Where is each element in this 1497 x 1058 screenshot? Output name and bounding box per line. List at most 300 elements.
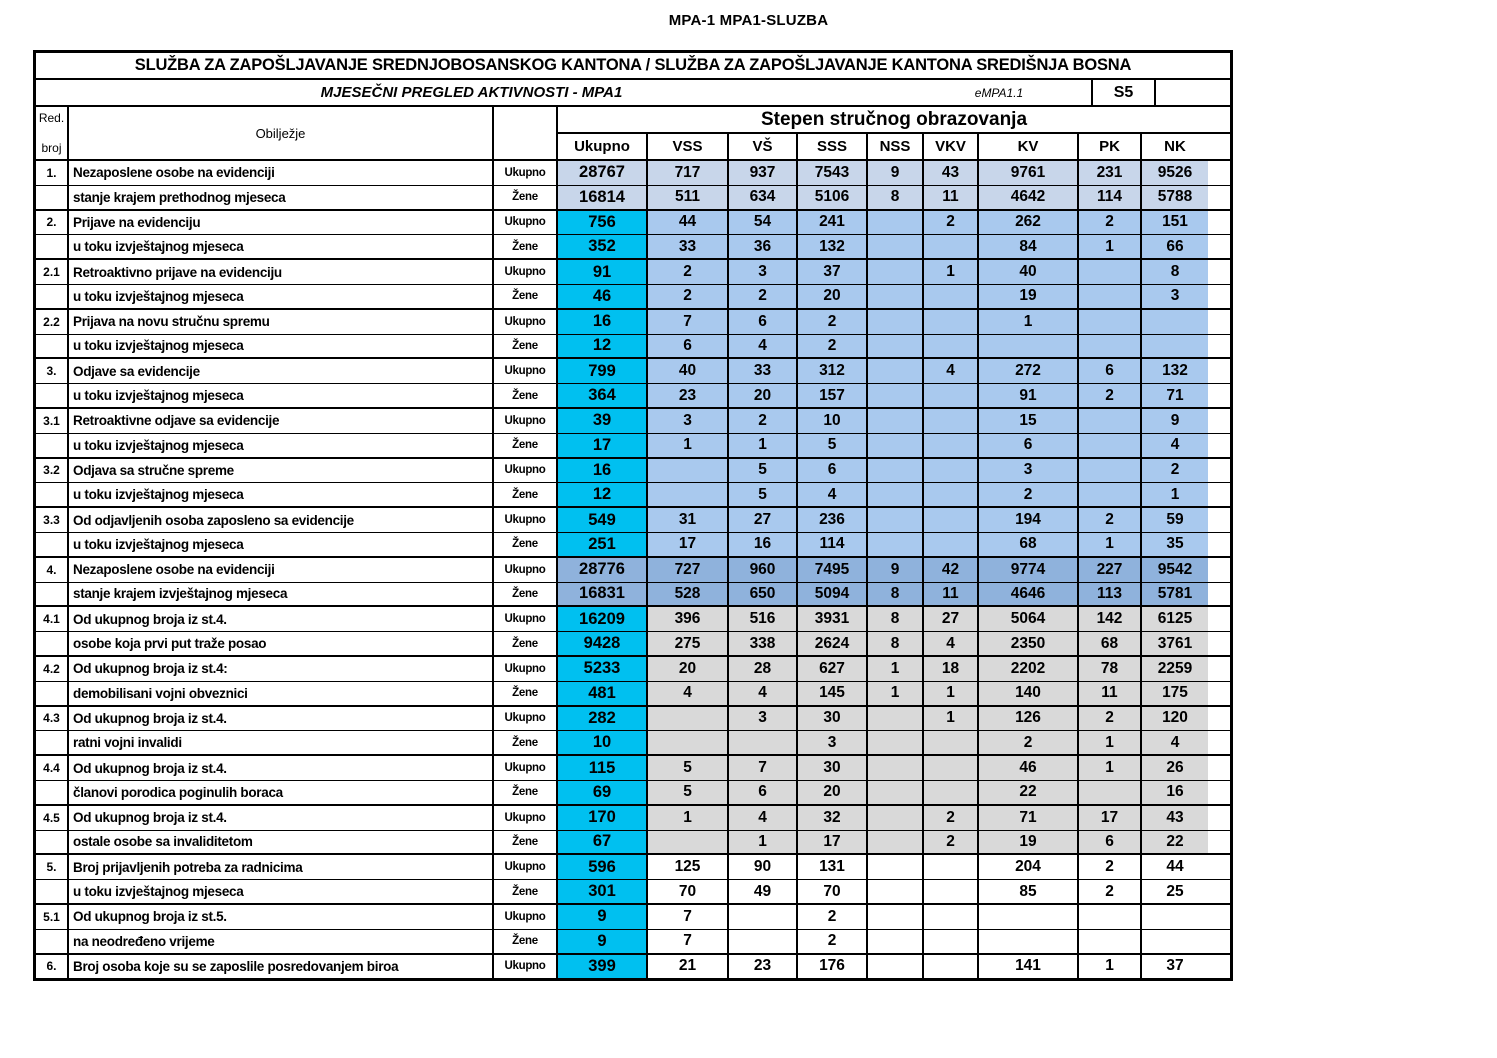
cell-3.2-zene-NSS	[868, 483, 924, 506]
cell-4.-zene-Ukupno: 16831	[558, 583, 648, 606]
feature-4.1-title: Od ukupnog broja iz st.4.	[69, 607, 494, 631]
feature-4.-title: Nezaposlene osobe na evidenciji	[69, 558, 494, 582]
cell-2.1-ukupno-NK: 8	[1142, 260, 1208, 284]
cell-1.-zene-NK: 5788	[1142, 186, 1208, 209]
cell-3.1-zene-Ukupno: 17	[558, 434, 648, 457]
feature-4.2-title: Od ukupnog broja iz st.4:	[69, 657, 494, 681]
cell-5.-ukupno-NK: 44	[1142, 855, 1208, 879]
cell-5.-ukupno-VKV	[924, 855, 979, 879]
cell-3.2-zene-SSS: 4	[798, 483, 868, 506]
row-6.-ukupno	[36, 955, 1230, 979]
cell-4.4-zene-NSS	[868, 781, 924, 804]
cell-4.5-zene-NSS	[868, 831, 924, 854]
cell-2.2-zene-NSS	[868, 335, 924, 358]
cell-4.4-zene-NK: 16	[1142, 781, 1208, 804]
cell-5.-ukupno-Ukupno: 596	[558, 855, 648, 879]
column-header-VŠ: VŠ	[729, 134, 798, 159]
rownum-3.2: 3.2	[36, 459, 69, 483]
cell-4.1-ukupno-VSS: 396	[648, 607, 729, 631]
rowtype-2.1-ukupno: Ukupno	[494, 260, 558, 284]
cell-6.-ukupno-NK: 37	[1142, 955, 1208, 979]
cell-4.1-ukupno-Ukupno: 16209	[558, 607, 648, 631]
group-2.2	[36, 310, 1230, 360]
rownum-4.1: 4.1	[36, 607, 69, 631]
cell-4.4-zene-SSS: 20	[798, 781, 868, 804]
cell-2.-ukupno-NSS	[868, 211, 924, 235]
cell-4.5-zene-VŠ: 1	[729, 831, 798, 854]
cell-2.1-zene-VSS: 2	[648, 285, 729, 308]
cell-2.2-ukupno-NSS	[868, 310, 924, 334]
cell-3.1-ukupno-VSS: 3	[648, 409, 729, 433]
mpa1-report-table	[33, 50, 1233, 981]
rowtype-5.1-zene: Žene	[494, 930, 558, 953]
cell-4.-ukupno-SSS: 7495	[798, 558, 868, 582]
cell-3.2-ukupno-VŠ: 5	[729, 459, 798, 483]
cell-3.1-ukupno-PK	[1079, 409, 1142, 433]
row-5.-zene	[36, 879, 1230, 903]
feature-2.2-subtitle: u toku izvještajnog mjeseca	[69, 335, 494, 358]
row-5.-ukupno	[36, 855, 1230, 879]
cell-6.-ukupno-KV: 141	[979, 955, 1079, 979]
rownum-4.3	[36, 731, 69, 754]
rowtype-3.1-zene: Žene	[494, 434, 558, 457]
cell-3.2-zene-KV: 2	[979, 483, 1079, 506]
row-3.2-zene	[36, 482, 1230, 506]
cell-4.4-ukupno-NSS	[868, 756, 924, 780]
group-4.1	[36, 607, 1230, 657]
cell-1.-ukupno-Ukupno: 28767	[558, 161, 648, 185]
cell-3.-zene-VSS: 23	[648, 384, 729, 407]
cell-1.-zene-VKV: 11	[924, 186, 979, 209]
feature-4.3-subtitle: ratni vojni invalidi	[69, 731, 494, 754]
cell-5.1-zene-VŠ	[729, 930, 798, 953]
cell-3.3-ukupno-PK: 2	[1079, 508, 1142, 532]
rownum-3.1: 3.1	[36, 409, 69, 433]
cell-4.2-zene-NSS: 1	[868, 682, 924, 705]
cell-3.1-zene-VKV	[924, 434, 979, 457]
cell-2.1-zene-VŠ: 2	[729, 285, 798, 308]
cell-3.3-zene-KV: 68	[979, 533, 1079, 556]
rowtype-4.3-zene: Žene	[494, 731, 558, 754]
column-header-KV: KV	[979, 134, 1079, 159]
cell-4.2-zene-KV: 140	[979, 682, 1079, 705]
cell-3.1-ukupno-VŠ: 2	[729, 409, 798, 433]
cell-1.-zene-PK: 114	[1079, 186, 1142, 209]
cell-5.1-zene-NK	[1142, 930, 1208, 953]
cell-4.2-zene-SSS: 145	[798, 682, 868, 705]
rowtype-3.2-ukupno: Ukupno	[494, 459, 558, 483]
cell-3.-ukupno-NSS	[868, 359, 924, 383]
cell-4.5-ukupno-SSS: 32	[798, 806, 868, 830]
cell-2.-zene-VKV	[924, 235, 979, 258]
cell-4.-ukupno-Ukupno: 28776	[558, 558, 648, 582]
cell-2.2-ukupno-PK	[1079, 310, 1142, 334]
cell-2.2-ukupno-VSS: 7	[648, 310, 729, 334]
org-title-bar	[36, 53, 1230, 80]
cell-5.1-ukupno-NK	[1142, 905, 1208, 929]
rowtype-3.-zene: Žene	[494, 384, 558, 407]
feature-3.3-subtitle: u toku izvještajnog mjeseca	[69, 533, 494, 556]
cell-4.4-zene-VKV	[924, 781, 979, 804]
cell-3.2-zene-NK: 1	[1142, 483, 1208, 506]
cell-5.-zene-NK: 25	[1142, 880, 1208, 903]
cell-2.2-ukupno-VKV	[924, 310, 979, 334]
row-4.5-zene	[36, 830, 1230, 854]
group-4.4	[36, 756, 1230, 806]
cell-2.-zene-PK: 1	[1079, 235, 1142, 258]
rowtype-4.5-zene: Žene	[494, 831, 558, 854]
cell-5.-zene-NSS	[868, 880, 924, 903]
row-3.1-zene	[36, 433, 1230, 457]
feature-4.5-subtitle: ostale osobe sa invaliditetom	[69, 831, 494, 854]
cell-3.3-ukupno-VKV	[924, 508, 979, 532]
rowtype-5.-zene: Žene	[494, 880, 558, 903]
cell-4.1-zene-NSS: 8	[868, 632, 924, 655]
cell-2.1-zene-SSS: 20	[798, 285, 868, 308]
cell-4.1-ukupno-PK: 142	[1079, 607, 1142, 631]
group-6.	[36, 955, 1230, 979]
row-3.2-ukupno	[36, 459, 1230, 483]
cell-5.-zene-VKV	[924, 880, 979, 903]
cell-4.-ukupno-VŠ: 960	[729, 558, 798, 582]
cell-6.-ukupno-VŠ: 23	[729, 955, 798, 979]
cell-5.-zene-VSS: 70	[648, 880, 729, 903]
row-4.2-ukupno	[36, 657, 1230, 681]
cell-4.2-ukupno-SSS: 627	[798, 657, 868, 681]
cell-4.1-zene-VŠ: 338	[729, 632, 798, 655]
cell-1.-ukupno-NSS: 9	[868, 161, 924, 185]
cell-4.4-ukupno-VKV	[924, 756, 979, 780]
cell-4.5-ukupno-VSS: 1	[648, 806, 729, 830]
cell-2.1-zene-PK	[1079, 285, 1142, 308]
rownum-3.1	[36, 434, 69, 457]
rownum-4.4	[36, 781, 69, 804]
cell-4.-ukupno-VSS: 727	[648, 558, 729, 582]
group-3.2	[36, 459, 1230, 509]
feature-2.1-title: Retroaktivno prijave na evidenciju	[69, 260, 494, 284]
rownum-4.: 4.	[36, 558, 69, 582]
cell-4.4-zene-VŠ: 6	[729, 781, 798, 804]
cell-4.1-zene-Ukupno: 9428	[558, 632, 648, 655]
cell-2.1-zene-NK: 3	[1142, 285, 1208, 308]
rowtype-6.-ukupno: Ukupno	[494, 955, 558, 979]
cell-3.-ukupno-KV: 272	[979, 359, 1079, 383]
row-4.4-ukupno	[36, 756, 1230, 780]
cell-2.-zene-Ukupno: 352	[558, 235, 648, 258]
cell-3.2-ukupno-KV: 3	[979, 459, 1079, 483]
cell-3.2-ukupno-VSS	[648, 459, 729, 483]
rowtype-5.-ukupno: Ukupno	[494, 855, 558, 879]
rownum-1.: 1.	[36, 161, 69, 185]
cell-4.-ukupno-NSS: 9	[868, 558, 924, 582]
cell-4.-zene-VKV: 11	[924, 583, 979, 606]
cell-4.5-ukupno-NSS	[868, 806, 924, 830]
row-4.1-ukupno	[36, 607, 1230, 631]
cell-5.1-zene-Ukupno: 9	[558, 930, 648, 953]
row-3.3-zene	[36, 532, 1230, 556]
cell-6.-ukupno-NSS	[868, 955, 924, 979]
cell-2.1-ukupno-KV: 40	[979, 260, 1079, 284]
cell-4.4-ukupno-PK: 1	[1079, 756, 1142, 780]
cell-4.-ukupno-KV: 9774	[979, 558, 1079, 582]
cell-3.2-ukupno-NSS	[868, 459, 924, 483]
cell-4.-ukupno-PK: 227	[1079, 558, 1142, 582]
cell-2.1-ukupno-NSS	[868, 260, 924, 284]
feature-4.2-subtitle: demobilisani vojni obveznici	[69, 682, 494, 705]
cell-4.4-ukupno-Ukupno: 115	[558, 756, 648, 780]
cell-4.3-ukupno-KV: 126	[979, 707, 1079, 731]
table-body	[36, 161, 1230, 978]
cell-4.2-zene-VŠ: 4	[729, 682, 798, 705]
cell-2.2-zene-VŠ: 4	[729, 335, 798, 358]
feature-2.-subtitle: u toku izvještajnog mjeseca	[69, 235, 494, 258]
cell-4.4-ukupno-SSS: 30	[798, 756, 868, 780]
cell-3.2-zene-VKV	[924, 483, 979, 506]
rowtype-5.1-ukupno: Ukupno	[494, 905, 558, 929]
cell-4.4-ukupno-VŠ: 7	[729, 756, 798, 780]
cell-3.3-ukupno-NSS	[868, 508, 924, 532]
cell-5.-ukupno-PK: 2	[1079, 855, 1142, 879]
cell-4.-zene-KV: 4646	[979, 583, 1079, 606]
row-2.-ukupno	[36, 211, 1230, 235]
cell-3.-zene-VKV	[924, 384, 979, 407]
cell-4.2-zene-Ukupno: 481	[558, 682, 648, 705]
feature-5.1-title: Od ukupnog broja iz st.5.	[69, 905, 494, 929]
feature-6.-title: Broj osoba koje su se zaposlile posredovanjem biroa	[69, 955, 494, 979]
cell-5.-zene-PK: 2	[1079, 880, 1142, 903]
cell-4.3-zene-VŠ	[729, 731, 798, 754]
row-2.1-zene	[36, 284, 1230, 308]
feature-4.3-title: Od ukupnog broja iz st.4.	[69, 707, 494, 731]
rowtype-2.2-ukupno: Ukupno	[494, 310, 558, 334]
rownum-3.3	[36, 533, 69, 556]
row-3.1-ukupno	[36, 409, 1230, 433]
feature-1.-title: Nezaposlene osobe na evidenciji	[69, 161, 494, 185]
rownum-2.: 2.	[36, 211, 69, 235]
cell-3.-ukupno-PK: 6	[1079, 359, 1142, 383]
row-2.2-ukupno	[36, 310, 1230, 334]
cell-2.-ukupno-NK: 151	[1142, 211, 1208, 235]
rownum-6.: 6.	[36, 955, 69, 979]
cell-4.4-zene-KV: 22	[979, 781, 1079, 804]
cell-4.3-ukupno-VŠ: 3	[729, 707, 798, 731]
cell-3.2-ukupno-NK: 2	[1142, 459, 1208, 483]
cell-2.2-zene-VSS: 6	[648, 335, 729, 358]
cell-2.2-ukupno-KV: 1	[979, 310, 1079, 334]
office-code: S5	[1091, 80, 1154, 105]
cell-3.3-ukupno-NK: 59	[1142, 508, 1208, 532]
feature-1.-subtitle: stanje krajem prethodnog mjeseca	[69, 186, 494, 209]
feature-4.5-title: Od ukupnog broja iz st.4.	[69, 806, 494, 830]
cell-4.5-zene-NK: 22	[1142, 831, 1208, 854]
cell-4.4-zene-Ukupno: 69	[558, 781, 648, 804]
cell-4.1-zene-VSS: 275	[648, 632, 729, 655]
cell-5.-ukupno-VŠ: 90	[729, 855, 798, 879]
feature-3.1-subtitle: u toku izvještajnog mjeseca	[69, 434, 494, 457]
feature-2.2-title: Prijava na novu stručnu spremu	[69, 310, 494, 334]
row-4.-zene	[36, 582, 1230, 606]
cell-5.1-ukupno-VŠ	[729, 905, 798, 929]
cell-3.-zene-NSS	[868, 384, 924, 407]
cell-5.1-ukupno-VKV	[924, 905, 979, 929]
rowtype-4.3-ukupno: Ukupno	[494, 707, 558, 731]
cell-4.1-zene-SSS: 2624	[798, 632, 868, 655]
cell-1.-ukupno-SSS: 7543	[798, 161, 868, 185]
cell-2.-ukupno-VŠ: 54	[729, 211, 798, 235]
cell-2.2-zene-SSS: 2	[798, 335, 868, 358]
rowtype-2.-ukupno: Ukupno	[494, 211, 558, 235]
feature-4.1-subtitle: osobe koja prvi put traže posao	[69, 632, 494, 655]
feature-3.1-title: Retroaktivne odjave sa evidencije	[69, 409, 494, 433]
feature-3.-title: Odjave sa evidencije	[69, 359, 494, 383]
cell-4.1-zene-VKV: 4	[924, 632, 979, 655]
rownum-4.3: 4.3	[36, 707, 69, 731]
cell-5.-ukupno-NSS	[868, 855, 924, 879]
cell-4.5-zene-PK: 6	[1079, 831, 1142, 854]
cell-1.-zene-SSS: 5106	[798, 186, 868, 209]
cell-4.5-ukupno-PK: 17	[1079, 806, 1142, 830]
cell-5.-zene-SSS: 70	[798, 880, 868, 903]
cell-4.2-ukupno-NK: 2259	[1142, 657, 1208, 681]
cell-3.-ukupno-NK: 132	[1142, 359, 1208, 383]
rowtype-3.-ukupno: Ukupno	[494, 359, 558, 383]
row-5.1-zene	[36, 929, 1230, 953]
row-4.4-zene	[36, 780, 1230, 804]
feature-2.-title: Prijave na evidenciju	[69, 211, 494, 235]
cell-4.2-ukupno-PK: 78	[1079, 657, 1142, 681]
cell-4.3-zene-SSS: 3	[798, 731, 868, 754]
rowtype-4.4-ukupno: Ukupno	[494, 756, 558, 780]
cell-2.-ukupno-Ukupno: 756	[558, 211, 648, 235]
cell-2.1-ukupno-Ukupno: 91	[558, 260, 648, 284]
rownum-3.	[36, 384, 69, 407]
cell-3.3-ukupno-Ukupno: 549	[558, 508, 648, 532]
cell-2.1-zene-KV: 19	[979, 285, 1079, 308]
cell-5.1-ukupno-NSS	[868, 905, 924, 929]
rownum-3.2	[36, 483, 69, 506]
cell-3.2-zene-Ukupno: 12	[558, 483, 648, 506]
cell-3.-ukupno-VSS: 40	[648, 359, 729, 383]
cell-3.3-ukupno-VŠ: 27	[729, 508, 798, 532]
feature-3.2-title: Odjava sa stručne spreme	[69, 459, 494, 483]
cell-3.1-zene-SSS: 5	[798, 434, 868, 457]
cell-4.5-ukupno-NK: 43	[1142, 806, 1208, 830]
cell-3.1-ukupno-VKV	[924, 409, 979, 433]
cell-3.2-zene-VŠ: 5	[729, 483, 798, 506]
cell-3.2-ukupno-Ukupno: 16	[558, 459, 648, 483]
cell-3.1-zene-VŠ: 1	[729, 434, 798, 457]
cell-5.1-zene-SSS: 2	[798, 930, 868, 953]
cell-4.4-ukupno-VSS: 5	[648, 756, 729, 780]
cell-4.2-ukupno-VSS: 20	[648, 657, 729, 681]
cell-4.5-ukupno-VKV: 2	[924, 806, 979, 830]
rowtype-4.4-zene: Žene	[494, 781, 558, 804]
cell-4.5-zene-KV: 19	[979, 831, 1079, 854]
cell-3.1-zene-VSS: 1	[648, 434, 729, 457]
cell-1.-zene-NSS: 8	[868, 186, 924, 209]
feature-4.4-title: Od ukupnog broja iz st.4.	[69, 756, 494, 780]
cell-4.5-ukupno-VŠ: 4	[729, 806, 798, 830]
cell-4.2-ukupno-VŠ: 28	[729, 657, 798, 681]
cell-2.1-ukupno-VŠ: 3	[729, 260, 798, 284]
cell-5.-zene-KV: 85	[979, 880, 1079, 903]
row-4.5-ukupno	[36, 806, 1230, 830]
cell-3.-zene-KV: 91	[979, 384, 1079, 407]
cell-1.-ukupno-VKV: 43	[924, 161, 979, 185]
rownum-3.3: 3.3	[36, 508, 69, 532]
group-4.2	[36, 657, 1230, 707]
feature-5.-title: Broj prijavljenih potreba za radnicima	[69, 855, 494, 879]
column-header-VKV: VKV	[924, 134, 979, 159]
cell-2.2-zene-Ukupno: 12	[558, 335, 648, 358]
rowtype-4.2-zene: Žene	[494, 682, 558, 705]
cell-4.-zene-NK: 5781	[1142, 583, 1208, 606]
rownum-4.5: 4.5	[36, 806, 69, 830]
feature-2.1-subtitle: u toku izvještajnog mjeseca	[69, 285, 494, 308]
cell-3.-zene-Ukupno: 364	[558, 384, 648, 407]
corner-header-line2: broj	[41, 141, 62, 155]
cell-3.3-zene-VKV	[924, 533, 979, 556]
row-4.1-zene	[36, 631, 1230, 655]
group-2.1	[36, 260, 1230, 310]
feature-3.3-title: Od odjavljenih osoba zaposleno sa evidencije	[69, 508, 494, 532]
row-4.2-zene	[36, 681, 1230, 705]
cell-2.1-ukupno-SSS: 37	[798, 260, 868, 284]
cell-2.-zene-SSS: 132	[798, 235, 868, 258]
cell-1.-zene-KV: 4642	[979, 186, 1079, 209]
cell-5.1-zene-VKV	[924, 930, 979, 953]
rownum-4.2	[36, 682, 69, 705]
row-2.2-zene	[36, 334, 1230, 358]
cell-6.-ukupno-VKV	[924, 955, 979, 979]
row-4.3-ukupno	[36, 707, 1230, 731]
rowtype-3.3-ukupno: Ukupno	[494, 508, 558, 532]
education-levels-header	[558, 107, 1230, 159]
cell-4.2-zene-VSS: 4	[648, 682, 729, 705]
cell-4.1-ukupno-NSS: 8	[868, 607, 924, 631]
row-5.1-ukupno	[36, 905, 1230, 929]
cell-3.3-ukupno-VSS: 31	[648, 508, 729, 532]
rownum-2.2	[36, 335, 69, 358]
cell-4.3-zene-VSS	[648, 731, 729, 754]
row-1.-zene	[36, 185, 1230, 209]
cell-3.3-zene-NK: 35	[1142, 533, 1208, 556]
cell-3.3-zene-PK: 1	[1079, 533, 1142, 556]
rownum-5.1: 5.1	[36, 905, 69, 929]
corner-header-red-broj	[36, 107, 69, 159]
cell-4.2-zene-PK: 11	[1079, 682, 1142, 705]
cell-4.3-zene-VKV	[924, 731, 979, 754]
rowtype-1.-ukupno: Ukupno	[494, 161, 558, 185]
cell-4.3-zene-Ukupno: 10	[558, 731, 648, 754]
rownum-4.1	[36, 632, 69, 655]
row-2.-zene	[36, 234, 1230, 258]
cell-4.-ukupno-NK: 9542	[1142, 558, 1208, 582]
cell-3.1-ukupno-NK: 9	[1142, 409, 1208, 433]
row-3.-zene	[36, 383, 1230, 407]
cell-4.2-zene-NK: 175	[1142, 682, 1208, 705]
cell-1.-ukupno-PK: 231	[1079, 161, 1142, 185]
cell-2.-ukupno-KV: 262	[979, 211, 1079, 235]
group-4.	[36, 558, 1230, 608]
cell-1.-ukupno-NK: 9526	[1142, 161, 1208, 185]
cell-4.5-ukupno-KV: 71	[979, 806, 1079, 830]
group-5.	[36, 855, 1230, 905]
report-title-bar	[36, 80, 1230, 107]
cell-4.1-ukupno-VKV: 27	[924, 607, 979, 631]
cell-4.-zene-PK: 113	[1079, 583, 1142, 606]
cell-5.-ukupno-VSS: 125	[648, 855, 729, 879]
